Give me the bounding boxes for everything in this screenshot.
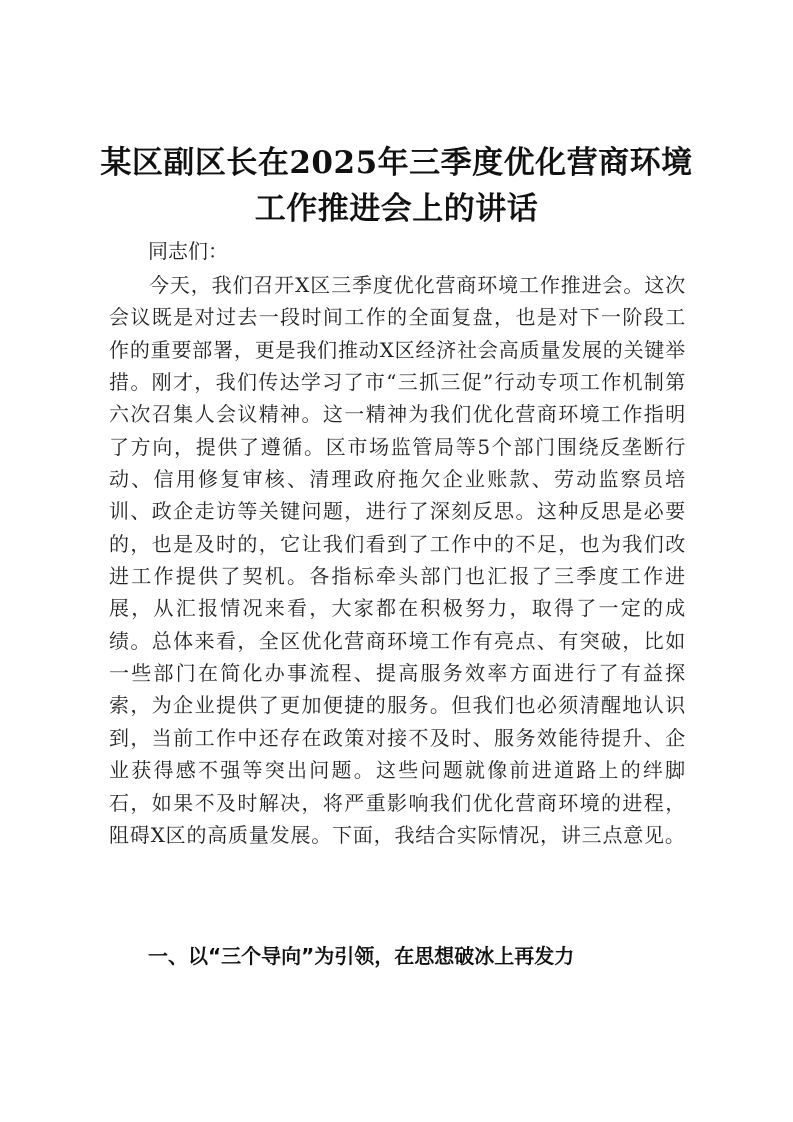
section-heading: 一、以“三个导向”为引领，在思想破冰上再发力 xyxy=(148,944,575,968)
body-paragraph: 今天，我们召开X区三季度优化营商环境工作推进会。这次会议既是对过去一段时间工作的全面复盘，也是对下一阶段工作的重要部署，更是我们推动X区经济社会高质量发展的关键举措。刚才，我们传达学习了市“三抓三促”行动专项工作机制第六次召集人会议精神。这一精神为我们优化营商环境工作指明了方向，提供了遵循。区市场监管局等5个部门围绕反垄断行动、信用修复审核、清理政府拖欠企业账款、劳动监察员培训、政企走访等关键问题，进行了深刻反思。这种反思是必要的，也是及时的，它让我们看到了工作中的不足，也为我们改进工作提供了契机。各指标牵头部门也汇报了三季度工作进展，从汇报情况来看，大家都在积极努力，取得了一定的成绩。总体来看，全区优化营商环境工作有亮点、有突破，比如一些部门在简化办事流程、提高服务效率方面进行了有益探索，为企业提供了更加便捷的服务。但我们也必须清醒地认识到，当前工作中还存在政策对接不及时、服务效能待提升、企业获得感不强等突出问题。这些问题就像前进道路上的绊脚石，如果不及时解决，将严重影响我们优化营商环境的进程，阻碍X区的高质量发展。下面，我结合实际情况，讲三点意见。 xyxy=(109,273,686,847)
document-title: 某区副区长在2025年三季度优化营商环境工作推进会上的讲话 xyxy=(100,145,693,227)
greeting: 同志们： xyxy=(148,239,228,263)
